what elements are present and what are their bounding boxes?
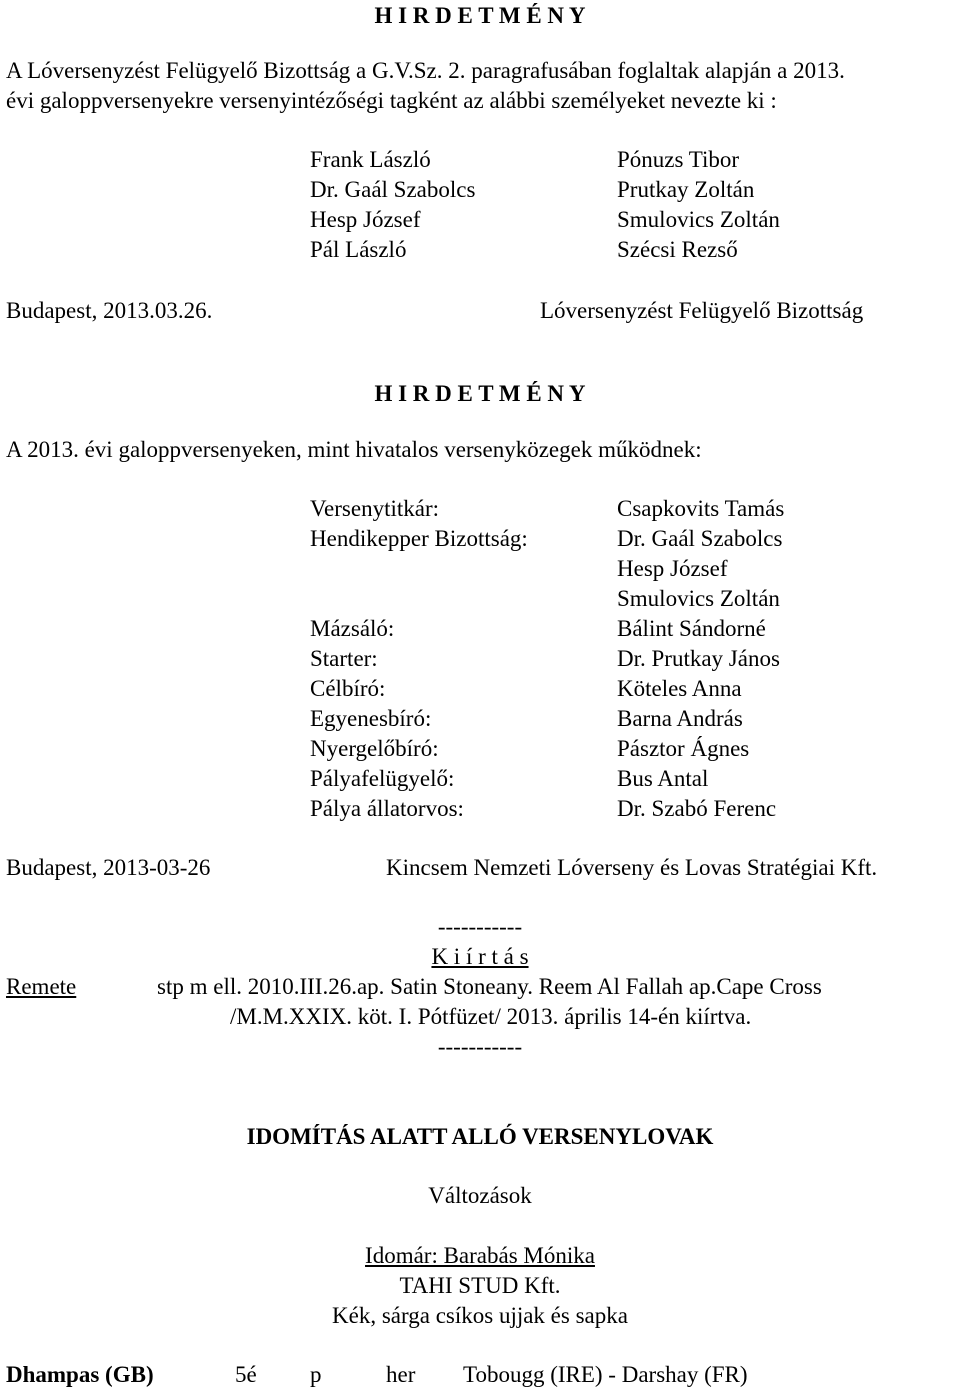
official-name: Csapkovits Tamás: [617, 496, 785, 521]
owner-name: TAHI STUD Kft.: [399, 1273, 561, 1298]
kiirtas-line2: /M.M.XXIX. köt. I. Pótfüzet/ 2013. április 14-én kiírtva.: [230, 1004, 752, 1029]
official-name: Pásztor Ágnes: [617, 736, 750, 761]
official-name: Barna András: [617, 706, 743, 731]
official-role: Egyenesbíró:: [310, 706, 432, 731]
training-subheading: Változások: [428, 1183, 532, 1208]
official-name: Dr. Gaál Szabolcs: [617, 526, 783, 551]
official-role: Versenytitkár:: [310, 496, 440, 521]
appointee-name: Hesp József: [310, 207, 421, 232]
announcement1-date: Budapest, 2013.03.26.: [6, 298, 213, 323]
kiirtas-horse: Remete: [6, 974, 77, 999]
appointee-name: Szécsi Rezső: [617, 237, 738, 262]
horse-age: 5é: [235, 1362, 257, 1387]
training-heading: IDOMÍTÁS ALATT ALLÓ VERSENYLOVAK: [246, 1124, 714, 1149]
official-name: Bálint Sándorné: [617, 616, 766, 641]
separator-bottom: -----------: [437, 1034, 523, 1059]
official-role: Pálya állatorvos:: [310, 796, 464, 821]
announcement1-signature: Lóversenyzést Felügyelő Bizottság: [540, 298, 864, 323]
official-role: Starter:: [310, 646, 378, 671]
official-name: Bus Antal: [617, 766, 709, 791]
announcement1-heading: H I R D E T M É N Y: [374, 3, 586, 28]
appointee-name: Pál László: [310, 237, 407, 262]
official-role: Nyergelőbíró:: [310, 736, 439, 761]
horse-pedigree: Tobougg (IRE) - Darshay (FR): [463, 1362, 748, 1387]
official-name: Dr. Prutkay János: [617, 646, 780, 671]
official-name: Hesp József: [617, 556, 728, 581]
official-role: Hendikepper Bizottság:: [310, 526, 528, 551]
appointee-name: Smulovics Zoltán: [617, 207, 780, 232]
horse-name: Dhampas (GB): [6, 1362, 154, 1387]
kiirtas-line1: stp m ell. 2010.III.26.ap. Satin Stoneany. Reem Al Fallah ap.Cape Cross: [157, 974, 822, 999]
official-name: Dr. Szabó Ferenc: [617, 796, 777, 821]
horse-color: p: [310, 1362, 322, 1387]
announcement2-heading: H I R D E T M É N Y: [374, 381, 586, 406]
official-name: Köteles Anna: [617, 676, 742, 701]
announcement2-signature: Kincsem Nemzeti Lóverseny és Lovas Stratégiai Kft.: [386, 855, 878, 880]
official-role: Célbíró:: [310, 676, 386, 701]
announcement1-text-line1: A Lóversenyzést Felügyelő Bizottság a G.V.Sz. 2. paragrafusában foglaltak alapján a 2013.: [6, 58, 845, 83]
announcement2-intro: A 2013. évi galoppversenyeken, mint hivatalos versenyközegek működnek:: [6, 437, 702, 462]
appointee-name: Prutkay Zoltán: [617, 177, 755, 202]
racing-colors: Kék, sárga csíkos ujjak és sapka: [332, 1303, 628, 1328]
trainer-name: Idomár: Barabás Mónika: [365, 1243, 595, 1268]
appointee-name: Pónuzs Tibor: [617, 147, 740, 172]
official-role: Mázsáló:: [310, 616, 395, 641]
horse-sex: her: [386, 1362, 416, 1387]
appointee-name: Frank László: [310, 147, 431, 172]
appointee-name: Dr. Gaál Szabolcs: [310, 177, 476, 202]
official-name: Smulovics Zoltán: [617, 586, 780, 611]
announcement1-text-line2: évi galoppversenyekre versenyintézőségi tagként az alábbi személyeket nevezte ki :: [6, 88, 777, 113]
kiirtas-heading: K i í r t á s: [431, 944, 529, 969]
separator-top: -----------: [437, 914, 523, 939]
announcement2-date: Budapest, 2013-03-26: [6, 855, 211, 880]
official-role: Pályafelügyelő:: [310, 766, 455, 791]
